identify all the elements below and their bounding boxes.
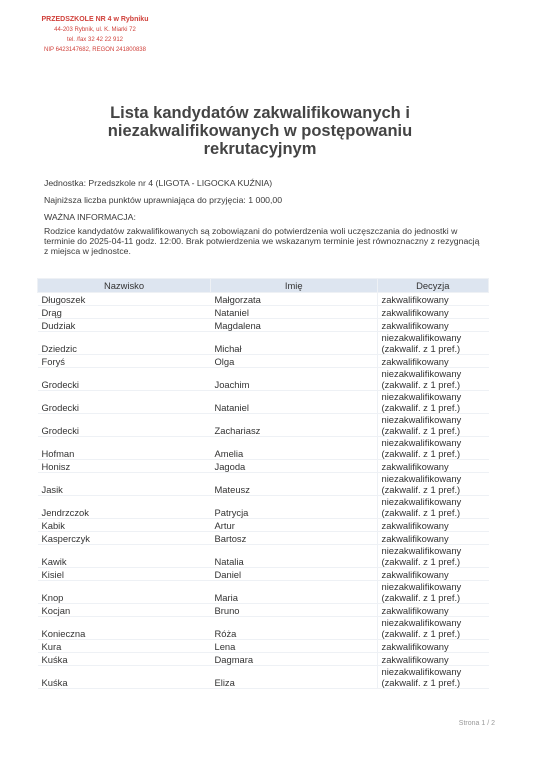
- table-row: [38, 519, 489, 532]
- cell-name: Nataniel: [211, 306, 378, 319]
- cell-name: Olga: [211, 355, 378, 368]
- table-row: [38, 391, 489, 414]
- cell-name: Patrycja: [211, 496, 378, 519]
- cell-name: Lena: [211, 640, 378, 653]
- cell-surname: Honisz: [38, 460, 211, 473]
- cell-decision: zakwalifikowany: [377, 568, 489, 581]
- table-row: [38, 604, 489, 617]
- unit-line: Jednostka: Przedszkole nr 4 (LIGOTA - LIGOCKA KUŹNIA): [44, 178, 273, 188]
- cell-name: Michał: [211, 332, 378, 355]
- cell-surname: Kawik: [38, 545, 211, 568]
- table-row: [38, 460, 489, 473]
- cell-decision: zakwalifikowany: [377, 653, 489, 666]
- cell-surname: Grodecki: [38, 414, 211, 437]
- cell-surname: Kuśka: [38, 653, 211, 666]
- table-row: [38, 545, 489, 568]
- cell-decision: zakwalifikowany: [377, 306, 489, 319]
- header-surname: Nazwisko: [38, 279, 211, 293]
- cell-surname: Dziedzic: [38, 332, 211, 355]
- cell-name: Joachim: [211, 368, 378, 391]
- table-row: [38, 532, 489, 545]
- cell-surname: Knop: [38, 581, 211, 604]
- table-row: [38, 306, 489, 319]
- cell-decision: niezakwalifikowany (zakwalif. z 1 pref.): [377, 473, 489, 496]
- table-row: [38, 617, 489, 640]
- table-row: [38, 581, 489, 604]
- cell-name: Małgorzata: [211, 293, 378, 306]
- cell-name: Natalia: [211, 545, 378, 568]
- notice-heading: WAŻNA INFORMACJA:: [44, 212, 136, 222]
- cell-decision: zakwalifikowany: [377, 604, 489, 617]
- table-row: [38, 332, 489, 355]
- table-row: [38, 496, 489, 519]
- cell-decision: niezakwalifikowany (zakwalif. z 1 pref.): [377, 666, 489, 689]
- table-row: [38, 568, 489, 581]
- cell-surname: Hofman: [38, 437, 211, 460]
- notice-text: Rodzice kandydatów zakwalifikowanych są zobowiązani do potwierdzenia woli uczęszczania do jednostki w terminie do 2025-04-11 godz. 12:00. Brak potwierdzenia we wskazanym terminie jest równoznaczny z rezygnacją z miejsca w jednostce.: [44, 226, 480, 256]
- cell-name: Eliza: [211, 666, 378, 689]
- cell-surname: Dudziak: [38, 319, 211, 332]
- cell-decision: niezakwalifikowany (zakwalif. z 1 pref.): [377, 414, 489, 437]
- page-number: Strona 1 / 2: [458, 720, 495, 727]
- cell-decision: zakwalifikowany: [377, 293, 489, 306]
- cell-decision: niezakwalifikowany (zakwalif. z 1 pref.): [377, 391, 489, 414]
- cell-name: Nataniel: [211, 391, 378, 414]
- table-row: [38, 653, 489, 666]
- table-row: [38, 355, 489, 368]
- cell-decision: niezakwalifikowany (zakwalif. z 1 pref.): [377, 437, 489, 460]
- cell-decision: niezakwalifikowany (zakwalif. z 1 pref.): [377, 545, 489, 568]
- stamp-school-name: PRZEDSZKOLE NR 4 w Rybniku: [41, 16, 149, 23]
- cell-name: Zachariasz: [211, 414, 378, 437]
- cell-decision: niezakwalifikowany (zakwalif. z 1 pref.): [377, 617, 489, 640]
- cell-surname: Kura: [38, 640, 211, 653]
- cell-decision: zakwalifikowany: [377, 460, 489, 473]
- cell-decision: zakwalifikowany: [377, 519, 489, 532]
- cell-name: Dagmara: [211, 653, 378, 666]
- table-row: [38, 437, 489, 460]
- table-row: [38, 640, 489, 653]
- table-row: [38, 319, 489, 332]
- cell-name: Daniel: [211, 568, 378, 581]
- results-body: [38, 293, 489, 689]
- table-row: [38, 414, 489, 437]
- table-header-row: [38, 279, 489, 293]
- school-stamp: [20, 15, 170, 55]
- cell-name: Bartosz: [211, 532, 378, 545]
- cell-decision: zakwalifikowany: [377, 532, 489, 545]
- cell-surname: Grodecki: [38, 391, 211, 414]
- cell-surname: Konieczna: [38, 617, 211, 640]
- cell-name: Artur: [211, 519, 378, 532]
- cell-name: Bruno: [211, 604, 378, 617]
- cell-decision: niezakwalifikowany (zakwalif. z 1 pref.): [377, 332, 489, 355]
- cell-surname: Drąg: [38, 306, 211, 319]
- cell-name: Mateusz: [211, 473, 378, 496]
- stamp-phone: tel. /fax 32 42 22 912: [66, 37, 124, 43]
- table-row: [38, 666, 489, 689]
- cell-surname: Kasperczyk: [38, 532, 211, 545]
- table-row: [38, 293, 489, 306]
- cell-decision: zakwalifikowany: [377, 640, 489, 653]
- header-decision: Decyzja: [377, 279, 489, 293]
- cell-decision: niezakwalifikowany (zakwalif. z 1 pref.): [377, 368, 489, 391]
- cell-surname: Kisiel: [38, 568, 211, 581]
- cell-surname: Kuśka: [38, 666, 211, 689]
- cell-name: Róża: [211, 617, 378, 640]
- cell-surname: Grodecki: [38, 368, 211, 391]
- cell-decision: niezakwalifikowany (zakwalif. z 1 pref.): [377, 496, 489, 519]
- cell-surname: Jendrzczok: [38, 496, 211, 519]
- cell-surname: Kocjan: [38, 604, 211, 617]
- cell-decision: zakwalifikowany: [377, 319, 489, 332]
- cell-name: Maria: [211, 581, 378, 604]
- table-row: [38, 473, 489, 496]
- stamp-ids: NIP 6423147682, REGON 241800838: [44, 47, 146, 53]
- stamp-address: 44-203 Rybnik, ul. K. Miarki 72: [54, 27, 136, 33]
- min-points-line: Najniższa liczba punktów uprawniająca do przyjęcia: 1 000,00: [44, 195, 283, 205]
- cell-name: Amelia: [211, 437, 378, 460]
- header-name: Imię: [211, 279, 378, 293]
- results-table: [37, 278, 489, 689]
- cell-surname: Długoszek: [38, 293, 211, 306]
- cell-surname: Jasik: [38, 473, 211, 496]
- table-row: [38, 368, 489, 391]
- cell-name: Jagoda: [211, 460, 378, 473]
- cell-name: Magdalena: [211, 319, 378, 332]
- cell-decision: zakwalifikowany: [377, 355, 489, 368]
- cell-surname: Foryś: [38, 355, 211, 368]
- cell-surname: Kabik: [38, 519, 211, 532]
- document-title: Lista kandydatów zakwalifikowanych i niezakwalifikowanych w postępowaniu rekrutacyjnym: [107, 104, 413, 158]
- cell-decision: niezakwalifikowany (zakwalif. z 1 pref.): [377, 581, 489, 604]
